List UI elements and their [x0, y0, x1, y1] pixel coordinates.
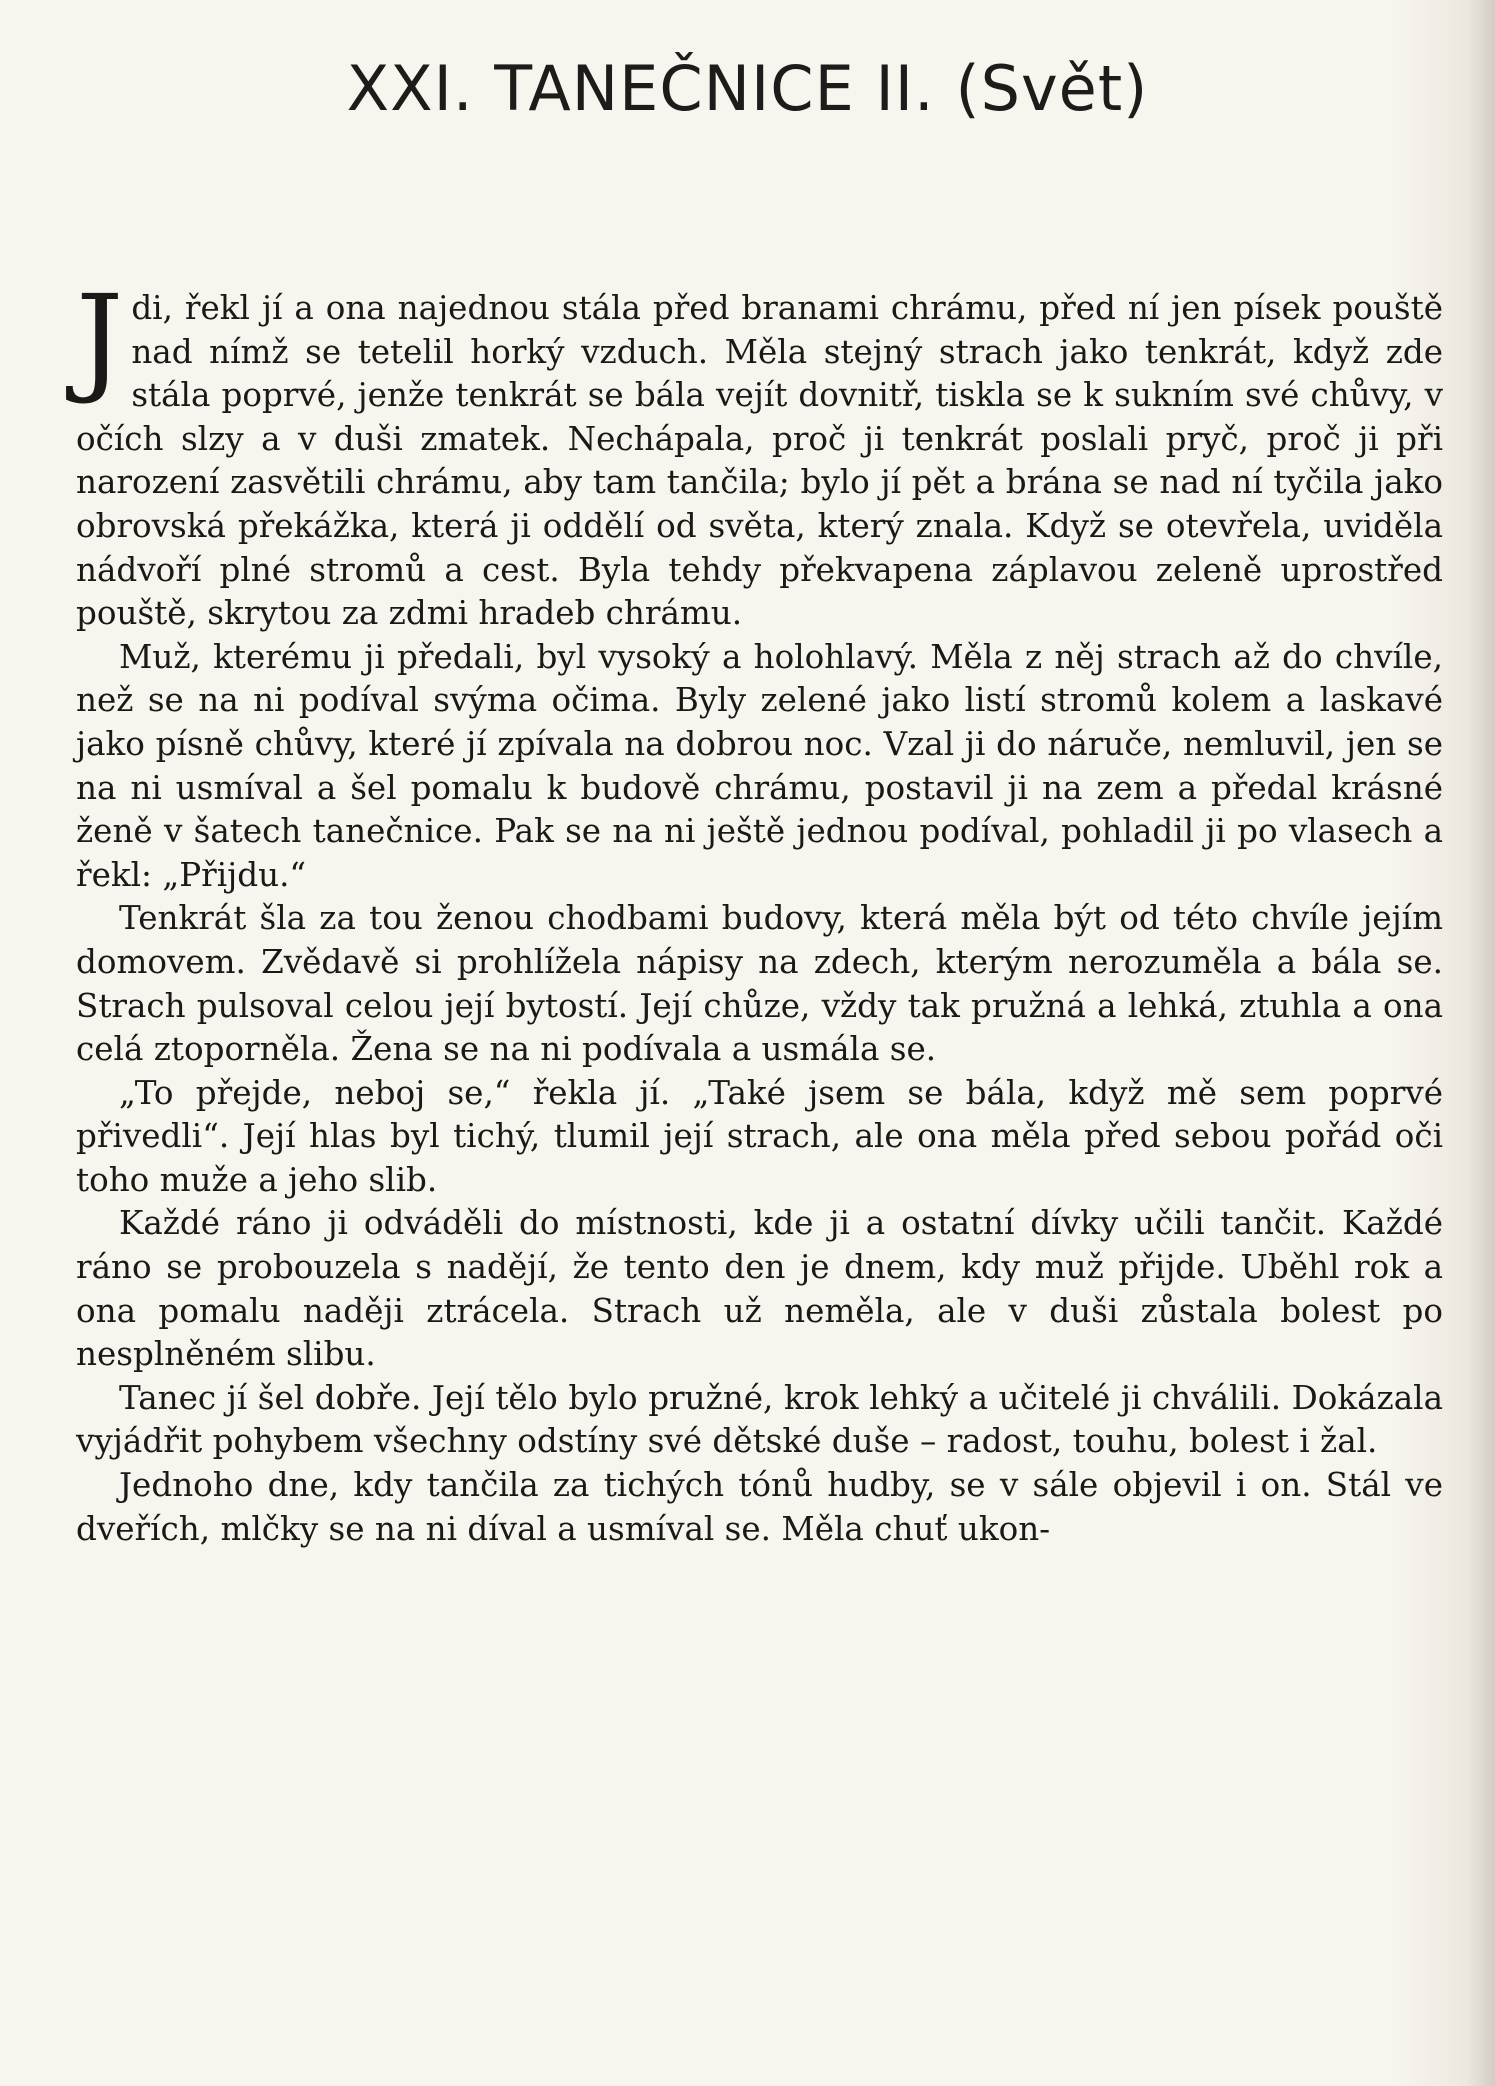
- paragraph-6: Tanec jí šel dobře. Její tělo bylo pružné, krok lehký a učitelé ji chválili. Dokázala vyjádřit pohybem všechny odstíny své dětské duše – radost, touhu, bolest i žal.: [76, 1378, 1443, 1461]
- chapter-body: [76, 269, 1443, 1551]
- paragraph-4: „To přejde, neboj se,“ řekla jí. „Také jsem se bála, když mě sem poprvé přivedli“. Její hlas byl tichý, tlumil její strach, ale ona měla před sebou pořád oči toho muže a jeho slib.: [76, 1073, 1443, 1199]
- paragraph-1: [76, 269, 1443, 636]
- paragraph-3: Tenkrát šla za tou ženou chodbami budovy, která měla být od této chvíle jejím domovem. Zvědavě si prohlížela nápisy na zdech, kterým nerozuměla a bála se. Strach pulsoval celou její bytostí. Její chůze, vždy tak pružná a lehká, ztuhla a ona celá ztoporněla. Žena se na ni podívala a usmála se.: [76, 899, 1443, 1069]
- paragraph-5: Každé ráno ji odváděli do místnosti, kde ji a ostatní dívky učili tančit. Každé ráno se probouzela s nadějí, že tento den je dnem, kdy muž přijde. Uběhl rok a ona pomalu naději ztrácela. Strach už neměla, ale v duši zůstala bolest po nesplněném slibu.: [76, 1204, 1443, 1374]
- paragraph-1-text: di, řekl jí a ona najednou stála před branami chrámu, před ní jen písek pouště nad nímž se tetelil horký vzduch. Měla stejný strach jako tenkrát, když zde stála poprvé, jenže tenkrát se bála vejít dovnitř, tiskla se k sukním své chůvy, v očích slzy a v duši zmatek. Nechápala, proč ji tenkrát poslali pryč, proč ji při narození zasvětili chrámu, aby tam tančila; bylo jí pět a brána se nad ní tyčila jako obrovská překážka, která ji oddělí od světa, který znala. Když se otevřela, uviděla nádvoří plné stromů a cest. Byla tehdy překvapena záplavou zeleně uprostřed pouště, skrytou za zdmi hradeb chrámu.: [76, 289, 1443, 633]
- chapter-title: XXI. TANEČNICE II. (Svět): [346, 52, 1149, 125]
- paragraph-2: Muž, kterému ji předali, byl vysoký a holohlavý. Měla z něj strach až do chvíle, než se na ni podíval svýma očima. Byly zelené jako listí stromů kolem a laskavé jako písně chůvy, které jí zpívala na dobrou noc. Vzal ji do náruče, nemluvil, jen se na ni usmíval a šel pomalu k budově chrámu, postavil ji na zem a předal krásné ženě v šatech tanečnice. Pak se na ni ještě jednou podíval, pohladil ji po vlasech a řekl: „Přijdu.“: [76, 637, 1443, 894]
- drop-cap: J: [76, 269, 124, 407]
- paragraph-7: Jednoho dne, kdy tančila za tichých tónů hudby, se v sále objevil i on. Stál ve dveřích, mlčky se na ni díval a usmíval se. Měla chuť ukon-: [76, 1466, 1443, 1548]
- page-edge-shadow: [1467, 0, 1495, 2086]
